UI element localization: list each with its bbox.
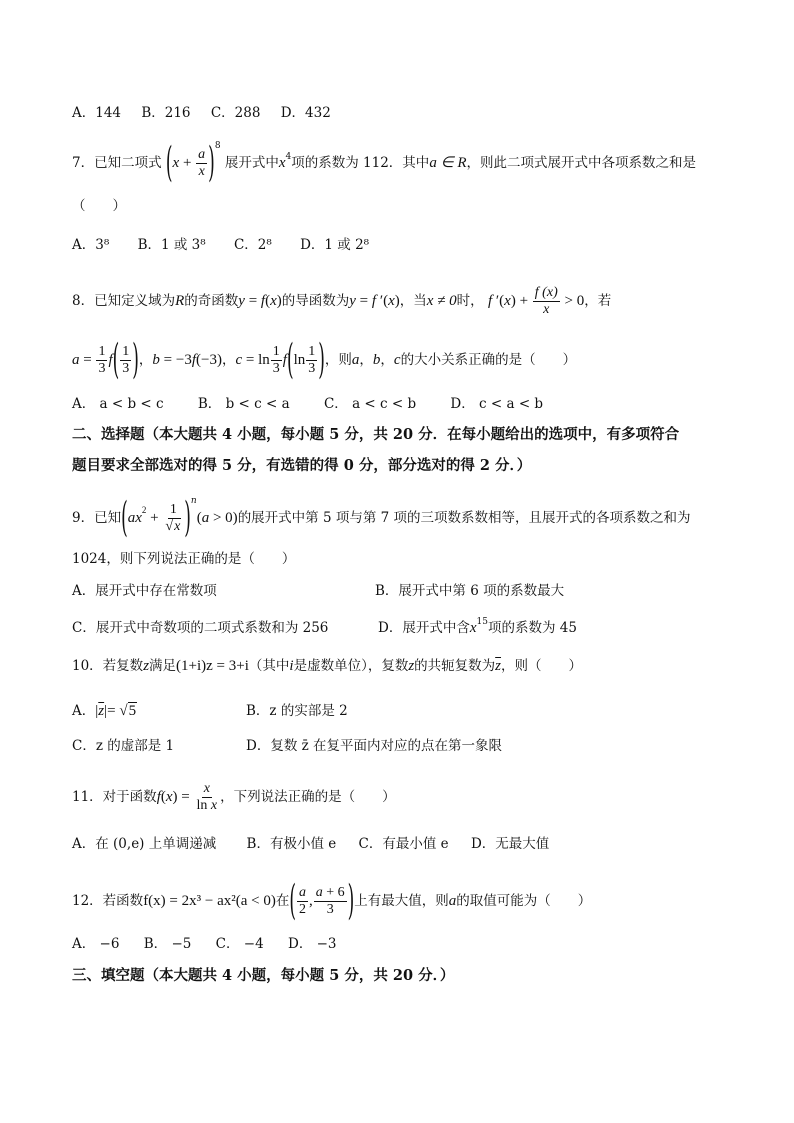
q8-text-e: ，当: [399, 293, 427, 309]
q9-option-d-pre: D．展开式中含: [378, 620, 470, 636]
q8-line-2: a = $\frac{1}{3}$ f( $\frac{1}{3}$ )，b = −3f(−3)，c = ln $\frac{1}{3}$ f(ln $\frac{1}{3}$ )，则a，b，c的大小关系正确的是（ ）: [72, 336, 577, 385]
q12-mid: 在: [275, 893, 290, 909]
q8-domain: R: [175, 293, 185, 309]
q9-line-2: 1024，则下列说法正确的是（ ）: [72, 551, 296, 567]
q7-blank: （ ）: [72, 198, 126, 214]
q8-text-c: 的奇函数: [184, 293, 239, 309]
q7-suffix: 项的系数为 112．其中: [291, 155, 430, 171]
q11-option-b: B．有极小值 e: [246, 836, 337, 852]
q11-prefix: 11．对于函数: [72, 789, 157, 805]
q10-stem: 10．若复数z满足(1+i)z = 3+i（其中i是虚数单位），复数z的共轭复数为$\overline{z}$，则（ ）: [72, 658, 583, 674]
q8-line-1: 8．已知定义域为R的奇函数y = f(x)的导函数为y = f ′(x)，当x ≠ 0时， f ′(x) + $\frac{f (x)}{x}$ > 0，若: [72, 285, 612, 317]
q7-exponent: 8: [214, 140, 221, 151]
q7-option-a: A．3⁸: [72, 237, 110, 253]
q9-option-c: C．展开式中奇数项的二项式系数和为 256: [72, 620, 329, 636]
q8-text-g: 时，: [456, 293, 484, 309]
q12-tail: 上有最大值，则: [354, 893, 449, 909]
q8-text-a: 8．已知定义域为: [72, 293, 176, 309]
q7-stem: 7．已知二项式 (x + $\frac{a}{x}$ )$^8$ 展开式中$x^4$项的系数为 112．其中a ∈ R，则此二项式展开式中各项系数之和是: [72, 139, 697, 188]
q7-cond: a ∈ R: [429, 155, 467, 171]
q12-option-b: B． −5: [143, 936, 192, 952]
q7-options: [72, 235, 369, 255]
q9-option-d-post: 项的系数为 45: [487, 620, 577, 636]
q7-prefix: 7．已知二项式: [72, 155, 162, 171]
q6-option-c: C．288: [210, 105, 261, 121]
q8-text-d: 的导函数为: [281, 293, 350, 309]
q10-mid3: 是虚数单位），复数: [293, 658, 409, 674]
q9-mid: 的展开式中第 5 项与第 7 项的三项数系数相等，且展开式的各项系数之和为: [237, 510, 691, 526]
q8-option-d: D． c < a < b: [450, 396, 544, 412]
q12-tail2: 的取值可能为（ ）: [456, 893, 592, 909]
q8-option-a: A． a < b < c: [72, 396, 164, 412]
q10-equation: (1+i)z = 3+i: [176, 658, 249, 674]
q7-term: x: [278, 155, 286, 171]
section-3-heading: 三、填空题（本大题共 4 小题，每小题 5 分，共 20 分．）: [72, 967, 455, 984]
q8-option-b: B． b < c < a: [197, 396, 290, 412]
q9-option-d: D．展开式中含$x^{15}$项的系数为 45: [378, 616, 577, 636]
q6-option-a: A．144: [72, 105, 122, 121]
q12-stem: 12．若函数f(x) = 2x³ − ax²(a < 0)在( $\frac{a}{2}$ , $\frac{a + 6}{3}$ )上有最大值，则a的取值可能为（ ）: [72, 877, 592, 926]
q12-options: [72, 934, 337, 954]
q11-options: [72, 834, 549, 854]
q8-option-c: C． a < c < b: [323, 396, 417, 412]
q11-stem: 11．对于函数f(x) = $\frac{x}{\text{ln x}}$ ，下列说法正确的是（ ）: [72, 781, 396, 813]
q9-option-b: B．展开式中第 6 项的系数最大: [375, 583, 565, 599]
q7-tail: ，则此二项式展开式中各项系数之和是: [466, 155, 697, 171]
q8-text-h: ，若: [584, 293, 612, 309]
q7-option-c: C．2⁸: [233, 237, 272, 253]
q12-option-d: D． −3: [288, 936, 337, 952]
q6-options: [72, 103, 331, 123]
q11-option-c: C．有最小值 e: [358, 836, 449, 852]
q9-prefix: 9．已知: [72, 510, 122, 526]
q11-option-a: A．在 (0,e) 上单调递减: [72, 836, 217, 852]
section-2-heading-line-2: 题目要求全部选对的得 5 分，有选错的得 0 分，部分选对的得 2 分．）: [72, 457, 532, 474]
section-2-heading-line-1: 二、选择题（本大题共 4 小题，每小题 5 分，共 20 分．在每小题给出的选项中，有多项符合: [72, 426, 680, 443]
q7-option-d: D．1 或 2⁸: [300, 237, 370, 253]
q11-tail: ，下列说法正确的是（ ）: [220, 789, 396, 805]
q10-option-d: D．复数 z̄ 在复平面内对应的点在第一象限: [246, 738, 503, 754]
q10-option-a: A．$|\overline{z}|= √5$: [72, 703, 137, 719]
q8-text-tail: ，则: [324, 352, 352, 368]
q8-text-tail2: 的大小关系正确的是（ ）: [400, 352, 577, 368]
q7-mid: 展开式中: [224, 155, 279, 171]
q11-option-d: D．无最大值: [470, 836, 550, 852]
q12-function: f(x) = 2x³ − ax²(a < 0): [143, 893, 276, 909]
q8-options: [72, 394, 543, 414]
q10-mid2: （其中: [248, 658, 290, 674]
q7-term-exp: 4: [285, 151, 292, 162]
q9-stem: 9．已知($ax^2$ + $\frac{1}{√x}$ )$^n$(a > 0)的展开式中第 5 项与第 7 项的三项数系数相等，且展开式的各项系数之和为: [72, 494, 691, 543]
q6-option-b: B．216: [141, 105, 191, 121]
q12-option-a: A． −6: [72, 936, 120, 952]
q8-cond: x ≠ 0: [426, 293, 457, 309]
q10-option-c: C．z 的虚部是 1: [72, 738, 175, 754]
q10-option-b: B．z 的实部是 2: [246, 703, 348, 719]
q10-mid4: 的共轭复数为: [414, 658, 496, 674]
q12-option-c: C． −4: [215, 936, 264, 952]
q10-mid1: 满足: [149, 658, 177, 674]
q6-option-d: D．432: [280, 105, 331, 121]
q10-tail: ，则（ ）: [501, 658, 583, 674]
q10-prefix: 10．若复数: [72, 658, 144, 674]
q12-prefix: 12．若函数: [72, 893, 144, 909]
q7-option-b: B．1 或 3⁸: [137, 237, 206, 253]
q9-option-a: A．展开式中存在常数项: [72, 583, 217, 599]
